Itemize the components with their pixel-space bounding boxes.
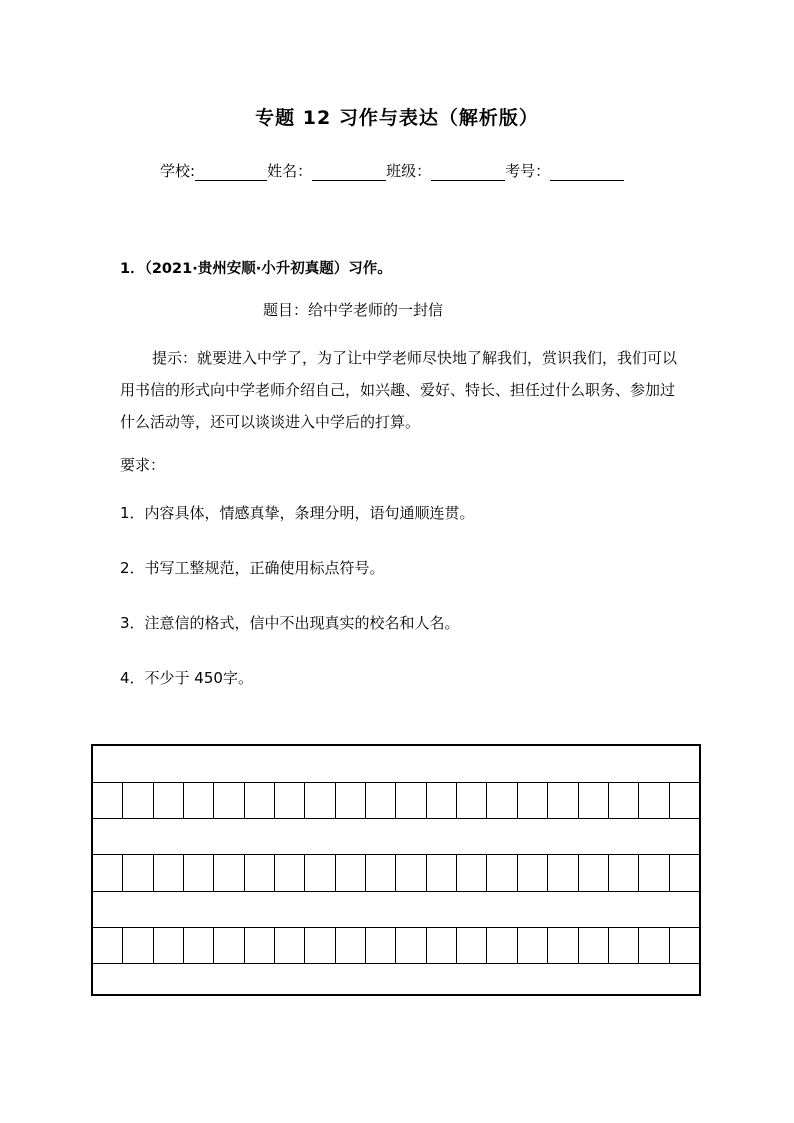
grid-cell[interactable] (184, 783, 214, 818)
grid-cell[interactable] (245, 855, 275, 891)
grid-cell-row[interactable] (93, 928, 699, 964)
grid-cell[interactable] (518, 855, 548, 891)
writing-grid[interactable] (91, 744, 701, 996)
grid-cell[interactable] (123, 928, 153, 963)
grid-cell[interactable] (275, 928, 305, 963)
name-blank[interactable] (312, 162, 386, 181)
grid-spacer-row (93, 892, 699, 928)
grid-cell[interactable] (366, 855, 396, 891)
grid-cell[interactable] (670, 783, 699, 818)
grid-cell[interactable] (396, 928, 426, 963)
grid-cell[interactable] (214, 783, 244, 818)
grid-cell[interactable] (93, 928, 123, 963)
grid-cell[interactable] (579, 928, 609, 963)
grid-cell[interactable] (336, 928, 366, 963)
requirement-item: 4．不少于 450字。 (120, 669, 253, 687)
exam-number-label: 考号： (505, 162, 551, 180)
grid-cell[interactable] (305, 855, 335, 891)
grid-cell[interactable] (93, 783, 123, 818)
grid-cell[interactable] (548, 928, 578, 963)
grid-cell[interactable] (245, 783, 275, 818)
essay-tip: 提示：就要进入中学了，为了让中学老师尽快地了解我们，赏识我们，我们可以用书信的形式向中学老师介绍自己，如兴趣、爱好、特长、担任过什么职务、参加过什么活动等，还可以谈谈进入中学后的打算。 (120, 349, 678, 431)
grid-cell[interactable] (275, 855, 305, 891)
school-label: 学校: (160, 162, 196, 180)
grid-cell[interactable] (457, 928, 487, 963)
grid-cell[interactable] (427, 928, 457, 963)
grid-spacer-row (93, 746, 699, 783)
grid-cell[interactable] (487, 783, 517, 818)
exam-number-blank[interactable] (550, 162, 624, 181)
grid-cell-row[interactable] (93, 855, 699, 892)
grid-cell[interactable] (184, 855, 214, 891)
grid-cell[interactable] (579, 783, 609, 818)
grid-cell[interactable] (609, 783, 639, 818)
grid-cell[interactable] (154, 928, 184, 963)
requirements-label: 要求： (120, 456, 166, 474)
grid-cell[interactable] (609, 928, 639, 963)
grid-cell[interactable] (245, 928, 275, 963)
grid-cell[interactable] (154, 855, 184, 891)
grid-spacer-row (93, 819, 699, 855)
grid-cell-row[interactable] (93, 783, 699, 819)
grid-cell[interactable] (336, 855, 366, 891)
grid-cell[interactable] (336, 783, 366, 818)
requirement-item: 2．书写工整规范，正确使用标点符号。 (120, 559, 385, 577)
class-label: 班级： (386, 162, 432, 180)
name-label: 姓名： (267, 162, 313, 180)
grid-cell[interactable] (518, 928, 548, 963)
grid-cell[interactable] (457, 855, 487, 891)
grid-cell[interactable] (275, 783, 305, 818)
grid-cell[interactable] (305, 928, 335, 963)
grid-cell[interactable] (305, 783, 335, 818)
student-info-row (160, 160, 624, 181)
grid-cell[interactable] (548, 855, 578, 891)
question-heading: 1．（2021·贵州安顺·小升初真题）习作。 (120, 261, 392, 277)
grid-cell[interactable] (639, 783, 669, 818)
grid-cell[interactable] (396, 783, 426, 818)
grid-cell[interactable] (366, 928, 396, 963)
grid-cell[interactable] (427, 855, 457, 891)
grid-cell[interactable] (609, 855, 639, 891)
school-blank[interactable] (195, 162, 267, 181)
grid-cell[interactable] (396, 855, 426, 891)
grid-cell[interactable] (366, 783, 396, 818)
grid-cell[interactable] (518, 783, 548, 818)
requirement-item: 3．注意信的格式，信中不出现真实的校名和人名。 (120, 614, 460, 632)
grid-cell[interactable] (457, 783, 487, 818)
grid-cell[interactable] (487, 855, 517, 891)
requirement-item: 1．内容具体，情感真挚，条理分明，语句通顺连贯。 (120, 504, 475, 522)
grid-cell[interactable] (93, 855, 123, 891)
grid-cell[interactable] (487, 928, 517, 963)
grid-cell[interactable] (639, 928, 669, 963)
grid-cell[interactable] (123, 855, 153, 891)
grid-cell[interactable] (427, 783, 457, 818)
grid-cell[interactable] (579, 855, 609, 891)
grid-cell[interactable] (184, 928, 214, 963)
grid-cell[interactable] (639, 855, 669, 891)
page-title: 专题 12 习作与表达（解析版） (255, 107, 539, 129)
grid-cell[interactable] (670, 928, 699, 963)
grid-cell[interactable] (123, 783, 153, 818)
grid-cell[interactable] (154, 783, 184, 818)
grid-cell[interactable] (670, 855, 699, 891)
class-blank[interactable] (431, 162, 505, 181)
grid-cell[interactable] (548, 783, 578, 818)
grid-cell[interactable] (214, 855, 244, 891)
essay-topic: 题目：给中学老师的一封信 (263, 301, 444, 319)
grid-cell[interactable] (214, 928, 244, 963)
